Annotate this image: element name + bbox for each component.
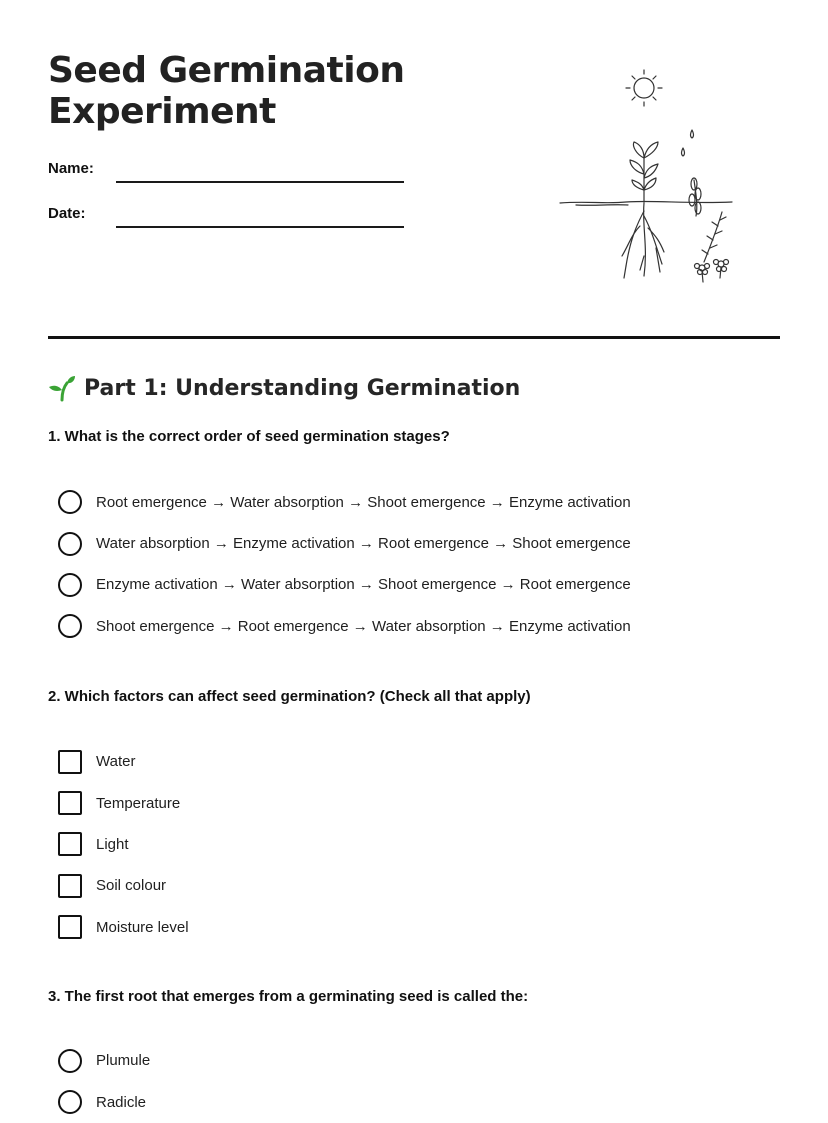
part1-heading <box>48 374 520 402</box>
worksheet-title <box>48 50 404 132</box>
option-label: Enzyme activation → Water absorption → Shoot emergence → Root emergence <box>96 576 631 594</box>
q2-option[interactable] <box>58 782 189 823</box>
q1-option[interactable] <box>58 564 631 605</box>
option-label: Soil colour <box>96 877 167 895</box>
checkbox[interactable] <box>58 874 82 898</box>
option-label: Light <box>96 835 129 853</box>
question-1-options <box>58 482 631 648</box>
question-3: 3. The first root that emerges from a germinating seed is called the: <box>48 988 529 1005</box>
q3-option[interactable] <box>58 1040 150 1081</box>
question-2: 2. Which factors can affect seed germination? (Check all that apply) <box>48 688 531 705</box>
option-label: Temperature <box>96 794 181 812</box>
option-label: Root emergence → Water absorption → Shoot emergence → Enzyme activation <box>96 493 631 511</box>
checkbox[interactable] <box>58 832 82 856</box>
option-label: Plumule <box>96 1052 151 1070</box>
checkbox[interactable] <box>58 915 82 939</box>
q3-option[interactable] <box>58 1081 150 1122</box>
section-divider <box>48 336 780 339</box>
checkbox[interactable] <box>58 750 82 774</box>
option-label: Shoot emergence → Root emergence → Water absorption → Enzyme activation <box>96 617 631 635</box>
name-line[interactable] <box>116 181 404 183</box>
option-label: Radicle <box>96 1093 147 1111</box>
radio-button[interactable] <box>58 532 82 556</box>
radio-button[interactable] <box>58 1049 82 1073</box>
title-line-1: Seed Germination <box>48 50 405 91</box>
radio-button[interactable] <box>58 490 82 514</box>
checkbox[interactable] <box>58 791 82 815</box>
radio-button[interactable] <box>58 1090 82 1114</box>
option-label: Water <box>96 753 136 771</box>
seedling-icon <box>48 374 76 402</box>
option-label: Moisture level <box>96 918 189 936</box>
q1-option[interactable] <box>58 482 631 523</box>
question-1: 1. What is the correct order of seed germination stages? <box>48 428 450 445</box>
q2-option[interactable] <box>58 741 189 782</box>
title-line-2: Experiment <box>48 91 276 132</box>
part1-title: Part 1: Understanding Germination <box>84 375 521 401</box>
q2-option[interactable] <box>58 865 189 906</box>
question-3-options <box>58 1040 150 1123</box>
date-label: Date: <box>48 205 86 222</box>
option-label: Water absorption → Enzyme activation → Root emergence → Shoot emergence <box>96 535 631 553</box>
q1-option[interactable] <box>58 523 631 564</box>
q2-option[interactable] <box>58 907 189 948</box>
question-2-options <box>58 741 189 948</box>
plant-sun-roots-icon <box>556 66 738 286</box>
q2-option[interactable] <box>58 824 189 865</box>
radio-button[interactable] <box>58 573 82 597</box>
date-line[interactable] <box>116 226 404 228</box>
q1-option[interactable] <box>58 606 631 647</box>
radio-button[interactable] <box>58 614 82 638</box>
name-label: Name: <box>48 160 94 177</box>
